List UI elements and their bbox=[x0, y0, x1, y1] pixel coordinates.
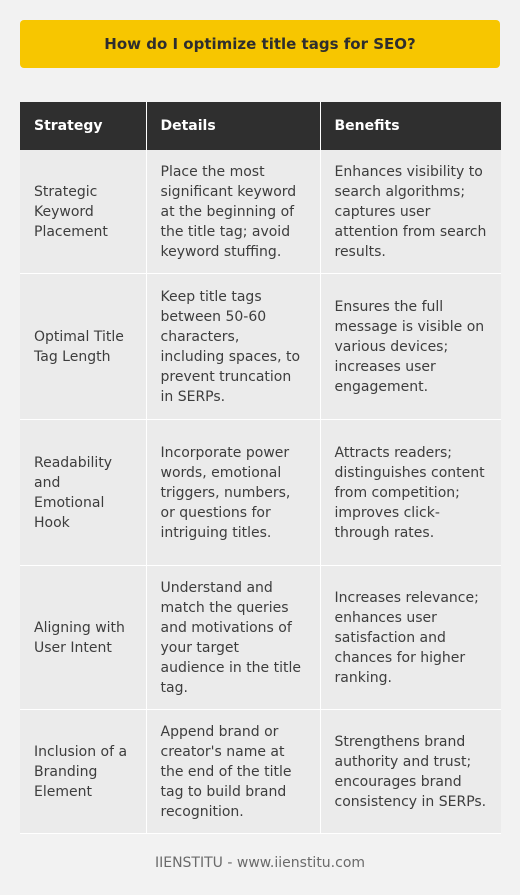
benefits-cell: Attracts readers; distinguishes content from competition; improves click-through rates. bbox=[320, 420, 501, 566]
table-row bbox=[20, 150, 501, 274]
table-row bbox=[20, 566, 501, 710]
benefits-cell: Strengthens brand authority and trust; encourages brand consistency in SERPs. bbox=[320, 710, 501, 834]
column-header-strategy: Strategy bbox=[20, 102, 146, 150]
details-cell: Keep title tags between 50-60 characters, including spaces, to prevent truncation in SERPs. bbox=[146, 274, 320, 420]
table-row bbox=[20, 274, 501, 420]
seo-strategy-table bbox=[20, 102, 501, 834]
footer-credit: IIENSTITU - www.iienstitu.com bbox=[154, 855, 366, 871]
table-row bbox=[20, 420, 501, 566]
details-cell: Understand and match the queries and motivations of your target audience in the title tag. bbox=[146, 566, 320, 710]
strategy-cell: Readability and Emotional Hook bbox=[20, 420, 146, 566]
details-cell: Place the most significant keyword at the beginning of the title tag; avoid keyword stuffing. bbox=[146, 150, 320, 274]
column-header-details: Details bbox=[146, 102, 320, 150]
strategy-cell: Optimal Title Tag Length bbox=[20, 274, 146, 420]
benefits-cell: Enhances visibility to search algorithms; captures user attention from search results. bbox=[320, 150, 501, 274]
column-header-benefits: Benefits bbox=[320, 102, 501, 150]
benefits-cell: Increases relevance; enhances user satisfaction and chances for higher ranking. bbox=[320, 566, 501, 710]
details-cell: Append brand or creator's name at the end of the title tag to build brand recognition. bbox=[146, 710, 320, 834]
details-cell: Incorporate power words, emotional triggers, numbers, or questions for intriguing titles. bbox=[146, 420, 320, 566]
strategy-cell: Strategic Keyword Placement bbox=[20, 150, 146, 274]
table-row bbox=[20, 710, 501, 834]
page-title: How do I optimize title tags for SEO? bbox=[20, 20, 500, 68]
benefits-cell: Ensures the full message is visible on various devices; increases user engagement. bbox=[320, 274, 501, 420]
table-header-row bbox=[20, 102, 501, 150]
strategy-cell: Inclusion of a Branding Element bbox=[20, 710, 146, 834]
strategy-cell: Aligning with User Intent bbox=[20, 566, 146, 710]
